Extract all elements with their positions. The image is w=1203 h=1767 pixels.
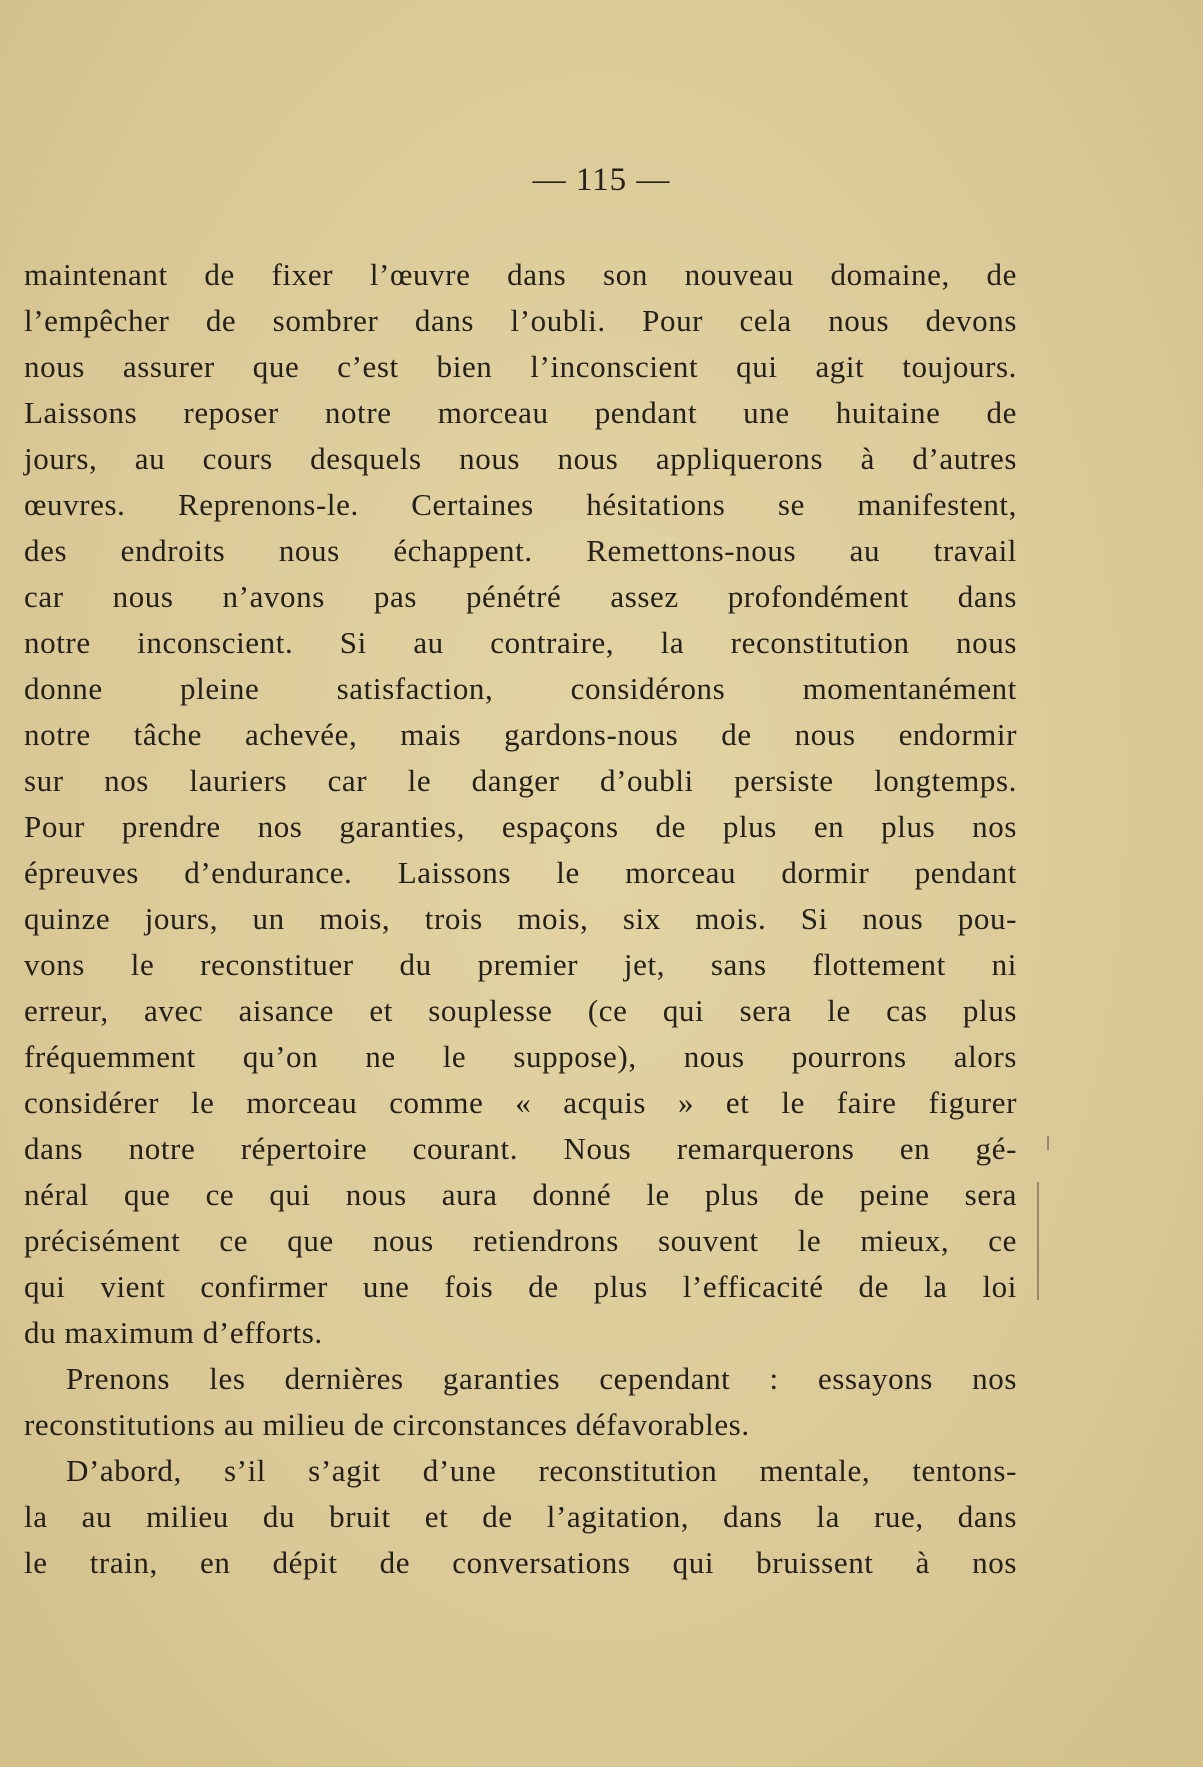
text-line: Pour prendre nos garanties, espaçons de plus en plus nos — [24, 809, 1017, 844]
text-line: considérer le morceau comme « acquis » et le faire figurer — [24, 1085, 1017, 1120]
text-line: œuvres. Reprenons-le. Certaines hésitations se manifestent, — [24, 487, 1017, 522]
body-text — [24, 252, 1017, 1586]
margin-pencil-mark — [1037, 1182, 1039, 1300]
text-line: notre tâche achevée, mais gardons-nous de nous endormir — [24, 717, 1017, 752]
text-line: notre inconscient. Si au contraire, la reconstitution nous — [24, 625, 1017, 660]
text-line: dans notre répertoire courant. Nous remarquerons en gé- — [24, 1131, 1017, 1166]
text-line: nous assurer que c’est bien l’inconscient qui agit toujours. — [24, 349, 1017, 384]
text-line: qui vient confirmer une fois de plus l’efficacité de la loi — [24, 1269, 1017, 1304]
text-line: D’abord, s’il s’agit d’une reconstitution mentale, tentons- — [66, 1453, 1017, 1488]
text-line: erreur, avec aisance et souplesse (ce qui sera le cas plus — [24, 993, 1017, 1028]
text-line: car nous n’avons pas pénétré assez profondément dans — [24, 579, 1017, 614]
text-line: quinze jours, un mois, trois mois, six mois. Si nous pou- — [24, 901, 1017, 936]
text-line: Laissons reposer notre morceau pendant une huitaine de — [24, 395, 1017, 430]
text-line: le train, en dépit de conversations qui bruissent à nos — [24, 1545, 1017, 1580]
text-line: la au milieu du bruit et de l’agitation, dans la rue, dans — [24, 1499, 1017, 1534]
text-line: reconstitutions au milieu de circonstances défavorables. — [24, 1407, 750, 1442]
text-line: l’empêcher de sombrer dans l’oubli. Pour cela nous devons — [24, 303, 1017, 338]
text-line: maintenant de fixer l’œuvre dans son nouveau domaine, de — [24, 257, 1017, 292]
text-line: néral que ce qui nous aura donné le plus de peine sera — [24, 1177, 1017, 1212]
text-line: précisément ce que nous retiendrons souvent le mieux, ce — [24, 1223, 1017, 1258]
text-line: Prenons les dernières garanties cependant : essayons nos — [66, 1361, 1017, 1396]
text-line: donne pleine satisfaction, considérons momentanément — [24, 671, 1017, 706]
text-line: fréquemment qu’on ne le suppose), nous pourrons alors — [24, 1039, 1017, 1074]
margin-pencil-mark — [1047, 1136, 1049, 1150]
text-line: vons le reconstituer du premier jet, sans flottement ni — [24, 947, 1017, 982]
text-line: sur nos lauriers car le danger d’oubli persiste longtemps. — [24, 763, 1017, 798]
page-number: — 115 — — [532, 162, 671, 198]
text-line: épreuves d’endurance. Laissons le morceau dormir pendant — [24, 855, 1017, 890]
text-line: des endroits nous échappent. Remettons-nous au travail — [24, 533, 1017, 568]
text-line: jours, au cours desquels nous nous appliquerons à d’autres — [24, 441, 1017, 476]
text-line: du maximum d’efforts. — [24, 1315, 323, 1350]
